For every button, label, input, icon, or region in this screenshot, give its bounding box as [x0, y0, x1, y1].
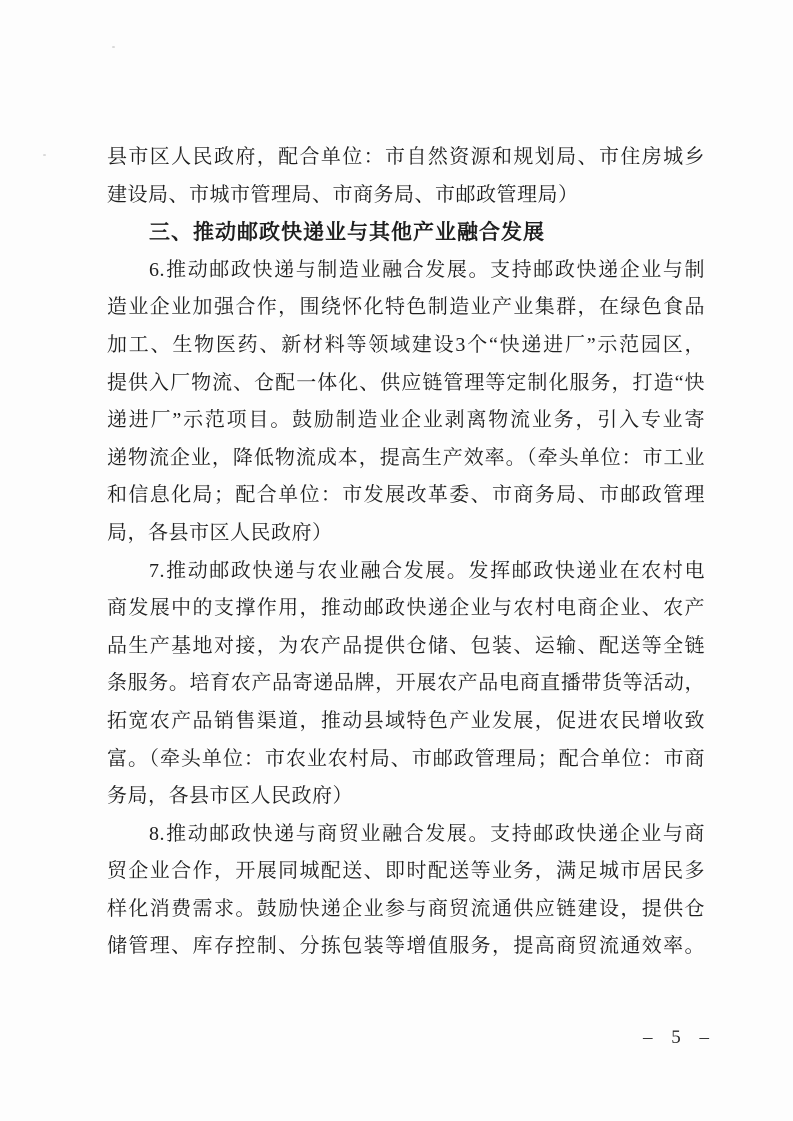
text-line: 8.推动邮政快递与商贸业融合发展。支持邮政快递企业与商: [149, 822, 705, 845]
text-line: 递物流企业，降低物流成本，提高生产效率。（牵头单位：市工业: [107, 446, 705, 469]
text-line: 6.推动邮政快递与制造业融合发展。支持邮政快递企业与制: [149, 258, 705, 281]
text-line: 储管理、库存控制、分拣包装等增值服务，提高商贸流通效率。: [107, 935, 705, 958]
text-line: 贸企业合作，开展同城配送、即时配送等业务，满足城市居民多: [107, 860, 705, 883]
text-line: 加工、生物医药、新材料等领域建设3个“快递进厂”示范园区，: [107, 333, 705, 356]
text-line: 商发展中的支撑作用，推动邮政快递企业与农村电商企业、农产: [107, 597, 705, 620]
text-line: 建设局、市城市管理局、市商务局、市邮政管理局）: [107, 183, 579, 206]
text-line: 县市区人民政府，配合单位：市自然资源和规划局、市住房城乡: [107, 146, 705, 168]
text-line: 递进厂”示范项目。鼓励制造业企业剥离物流业务，引入专业寄: [107, 409, 705, 432]
text-line: 局，各县市区人民政府）: [107, 521, 333, 544]
text-line: 条服务。培育农产品寄递品牌，开展农产品电商直播带货等活动，: [107, 672, 705, 695]
text-line: 7.推动邮政快递与农业融合发展。发挥邮政快递业在农村电: [149, 559, 705, 582]
text-line: 务局，各县市区人民政府）: [107, 785, 353, 808]
scan-speck: [43, 154, 46, 156]
text-line: 拓宽农产品销售渠道，推动县域特色产业发展，促进农民增收致: [107, 709, 705, 732]
text-line: 提供入厂物流、仓配一体化、供应链管理等定制化服务，打造“快: [107, 371, 705, 394]
document-lines: [107, 139, 705, 966]
text-line: 造业企业加强合作，围绕怀化特色制造业产业集群，在绿色食品: [107, 296, 705, 319]
section-heading: 三、推动邮政快递业与其他产业融合发展: [149, 221, 545, 245]
text-line: 富。（牵头单位：市农业农村局、市邮政管理局；配合单位：市商: [107, 747, 705, 770]
text-line: 品生产基地对接，为农产品提供仓储、包装、运输、配送等全链: [107, 634, 705, 657]
text-line: 和信息化局；配合单位：市发展改革委、市商务局、市邮政管理: [107, 484, 705, 507]
page-number: – 5 –: [643, 1027, 716, 1048]
scan-speck: [112, 46, 115, 48]
text-line: 样化消费需求。鼓励快递企业参与商贸流通供应链建设，提供仓: [107, 897, 705, 920]
